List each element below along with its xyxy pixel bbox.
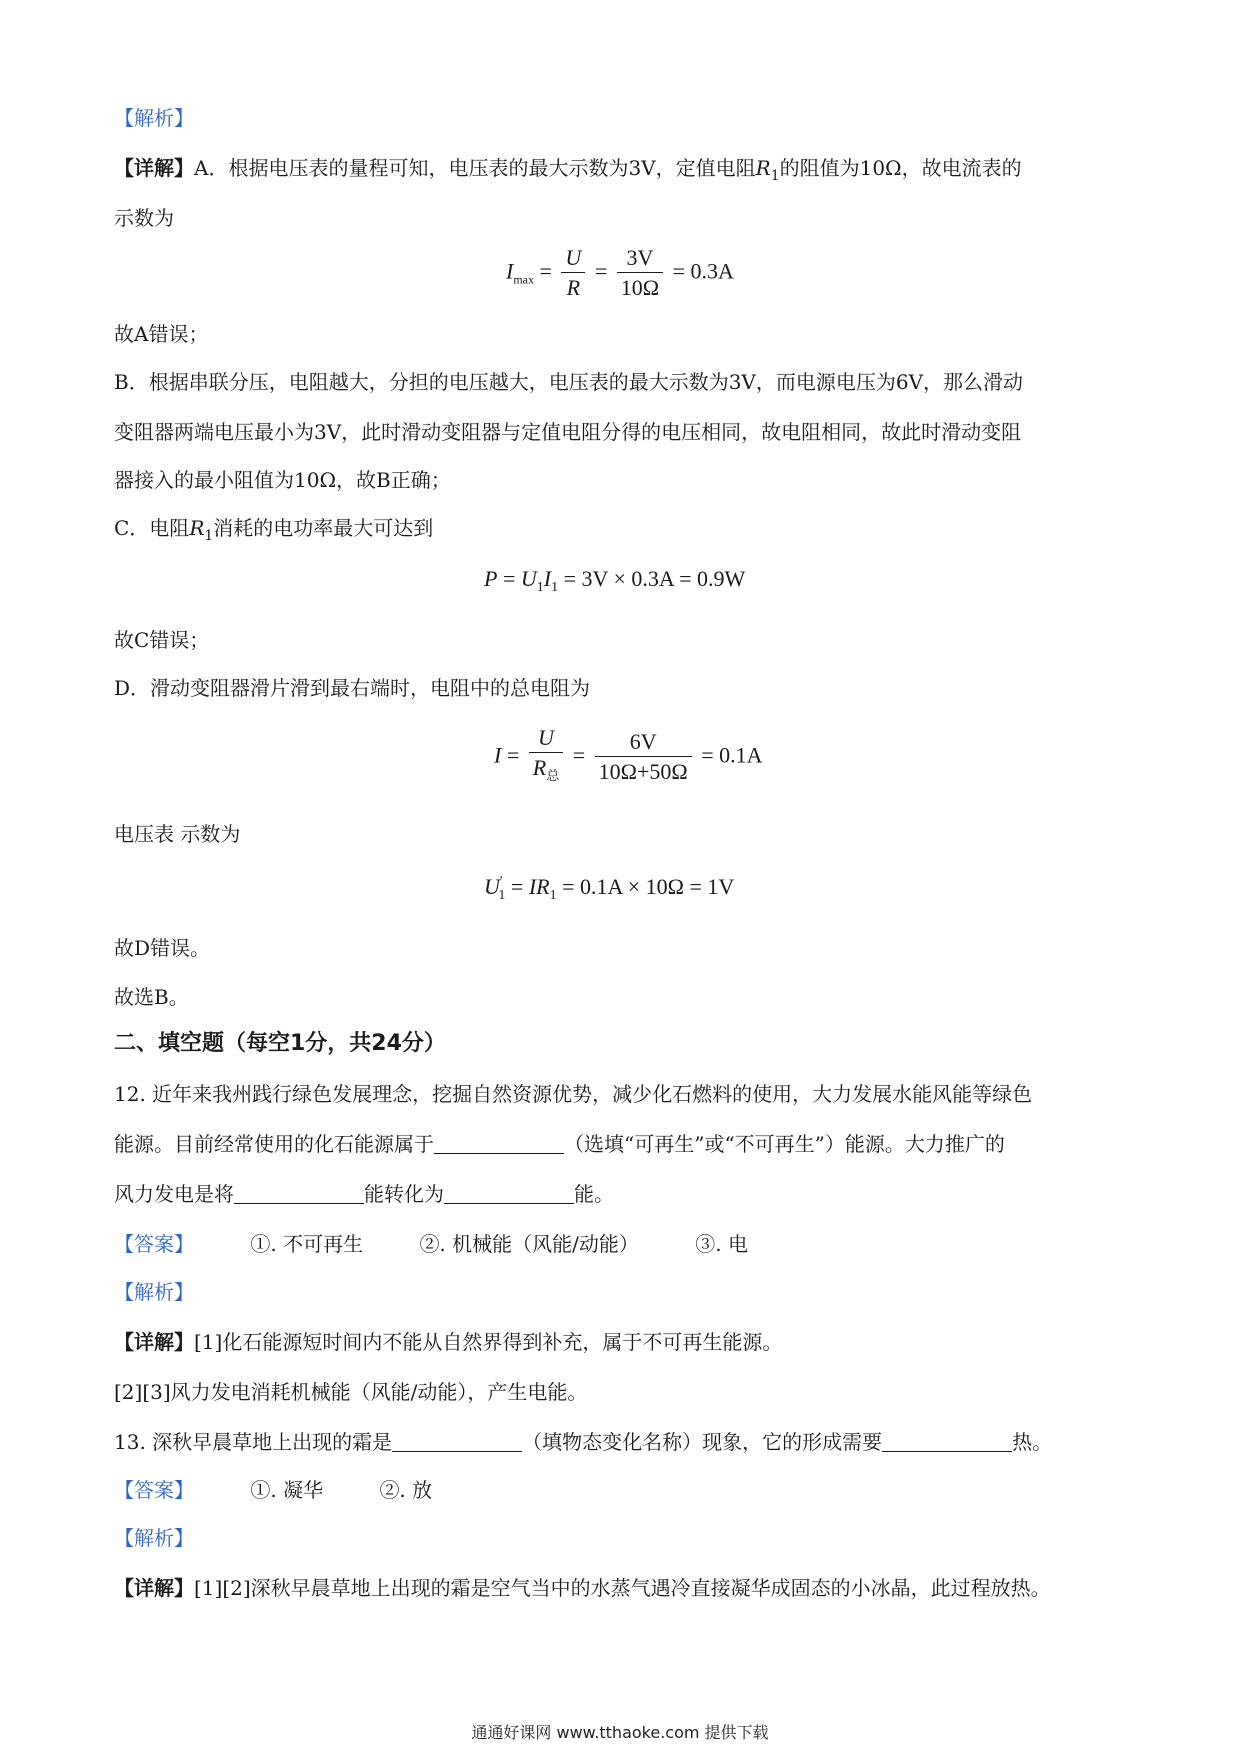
formula-ir: IR [528, 874, 550, 899]
var-r: R [755, 156, 771, 180]
detail-line-b2: 变阻器两端电压最小为3V，此时滑动变阻器与定值电阻分得的电压相同，故电阻相同，故此时滑动变阻 [114, 420, 1022, 444]
answer-blank-2 [882, 1431, 1012, 1452]
formula-result: = 0.1A × 10Ω = 1V [562, 874, 735, 899]
q13-line1 [114, 1428, 1052, 1456]
analysis-tag: 【解析】 [114, 106, 194, 130]
var-sub: 1 [770, 168, 780, 184]
final-answer: 故选B。 [114, 985, 189, 1009]
q12-line2 [114, 1130, 1005, 1158]
conclusion-d: 故D错误。 [114, 936, 211, 960]
formula-u-sub: 1 [536, 580, 544, 595]
section-title: 二、填空题（每空1分，共24分） [114, 1031, 446, 1056]
answer-option-3: ③. 电 [695, 1232, 748, 1256]
fraction-denominator: R [566, 275, 581, 300]
formula-u-sub: 1 [498, 888, 506, 903]
q13-detail1 [114, 1574, 1051, 1602]
detail-line-a2: 示数为 [114, 206, 174, 230]
fraction-denominator: 10Ω+50Ω [598, 759, 688, 784]
formula-total-current: I = $\frac{U}{R_总}$ = $\frac{6V}{10\Omega+50\Omega}$ = 0.1A [494, 724, 763, 791]
detail-text: [1]化石能源短时间内不能从自然界得到补充，属于不可再生能源。 [194, 1330, 783, 1354]
detail-line-d2: 电压表 示数为 [114, 822, 241, 846]
q12-line3 [114, 1180, 614, 1208]
q12-text-end: （选填“可再生”或“不可再生”）能源。大力推广的 [564, 1132, 1005, 1156]
analysis-tag: 【解析】 [114, 1526, 194, 1550]
formula-u: U [520, 566, 537, 591]
answer-option-2: ②. 机械能（风能/动能） [419, 1232, 639, 1256]
conclusion-a: 故A错误； [114, 322, 209, 346]
formula-u-prime: ' [499, 874, 503, 889]
formula-voltage: $U'_1 = IR_1 = 0.1A \times 10\Omega = 1V$ [484, 874, 735, 903]
formula-result: = 0.3A [672, 258, 734, 284]
answer-blank-1 [392, 1431, 522, 1452]
formula-result: = 0.1A [701, 742, 763, 768]
detail-line-d1: D．滑动变阻器滑片滑到最右端时，电阻中的总电阻为 [114, 676, 591, 700]
conclusion-c: 故C错误； [114, 628, 210, 652]
formula-i: I [543, 566, 552, 591]
answer-blank-3 [444, 1183, 574, 1204]
var-sub: 1 [204, 528, 214, 544]
footer-watermark: 通通好课网 www.tthaoke.com 提供下载 [471, 1723, 769, 1742]
q12-text: 风力发电是将 [114, 1182, 234, 1206]
fraction-u-over-r [561, 244, 585, 303]
formula-current-max: $I_{max}$ = $\frac{U}{R}$ = $\frac{3V}{10\Omega}$ = 0.3A [506, 244, 734, 303]
answer-option-1: ①. 凝华 [250, 1478, 324, 1502]
detail-text: C．电阻 [114, 516, 190, 540]
formula-i-sub: 1 [551, 580, 559, 595]
detail-text-end: 消耗的电功率最大可达到 [213, 516, 434, 540]
answer-tag: 【答案】 [114, 1478, 194, 1502]
formula-lhs-sub: max [513, 272, 534, 287]
detail-line-a1 [114, 154, 1022, 190]
q12-text-mid: 能转化为 [364, 1182, 444, 1206]
answer-blank-2 [234, 1183, 364, 1204]
q13-text-mid: （填物态变化名称）现象，它的形成需要 [522, 1430, 883, 1454]
answer-tag: 【答案】 [114, 1232, 194, 1256]
formula-power: $P = U_1I_1 = 3V \times 0.3A = 0.9W$ [484, 566, 746, 595]
formula-ir-sub: 1 [549, 888, 557, 903]
detail-line-b3: 器接入的最小阻值为10Ω，故B正确； [114, 468, 451, 492]
answer-blank-1 [434, 1133, 564, 1154]
q12-answer-row [114, 1230, 748, 1258]
q13-text: 13. 深秋早晨草地上出现的霜是 [114, 1430, 393, 1454]
formula-p: P [484, 566, 498, 591]
detail-text: [1][2]深秋早晨草地上出现的霜是空气当中的水蒸气遇冷直接凝华成固态的小冰晶，此过程放热。 [194, 1576, 1051, 1600]
q12-text-end: 能。 [574, 1182, 614, 1206]
q12-detail2: [2][3]风力发电消耗机械能（风能/动能），产生电能。 [114, 1380, 588, 1404]
detail-text-end: 的阻值为10Ω，故电流表的 [779, 156, 1022, 180]
q13-answer-row [114, 1476, 432, 1504]
fraction-numerator: U [561, 244, 585, 273]
answer-option-1: ①. 不可再生 [250, 1232, 364, 1256]
answer-option-2: ②. 放 [379, 1478, 433, 1502]
q12-line1: 12. 近年来我州践行绿色发展理念，挖掘自然资源优势，减少化石燃料的使用，大力发展水能风能等绿色 [114, 1082, 1033, 1106]
detail-tag: 【详解】 [114, 1576, 194, 1600]
analysis-tag: 【解析】 [114, 1280, 194, 1304]
var-r: R [189, 516, 205, 540]
detail-text: A．根据电压表的量程可知，电压表的最大示数为3V，定值电阻 [194, 156, 756, 180]
fraction-denominator: R [532, 755, 547, 780]
fraction-numerator: 3V [617, 244, 663, 273]
detail-tag: 【详解】 [114, 1330, 194, 1354]
fraction-values [617, 244, 663, 303]
detail-tag: 【详解】 [114, 156, 194, 180]
fraction-numerator: U [529, 724, 563, 753]
formula-lhs: I [494, 742, 502, 768]
formula-result: = 3V × 0.3A = 0.9W [563, 566, 746, 591]
fraction-denominator-sub: 总 [546, 768, 560, 783]
q13-text-end: 热。 [1012, 1430, 1053, 1454]
formula-u: U [484, 874, 500, 899]
formula-lhs: I [506, 258, 514, 284]
fraction-numerator: 6V [595, 728, 692, 757]
fraction-denominator: 10Ω [620, 275, 660, 300]
fraction-u-over-r-total [529, 724, 563, 791]
q12-text: 能源。目前经常使用的化石能源属于 [114, 1132, 434, 1156]
q12-detail1 [114, 1328, 782, 1356]
fraction-values [595, 728, 692, 787]
detail-line-b1: B．根据串联分压，电阻越大，分担的电压越大，电压表的最大示数为3V，而电源电压为6V，那么滑动 [114, 370, 1024, 394]
detail-line-c1 [114, 514, 433, 550]
